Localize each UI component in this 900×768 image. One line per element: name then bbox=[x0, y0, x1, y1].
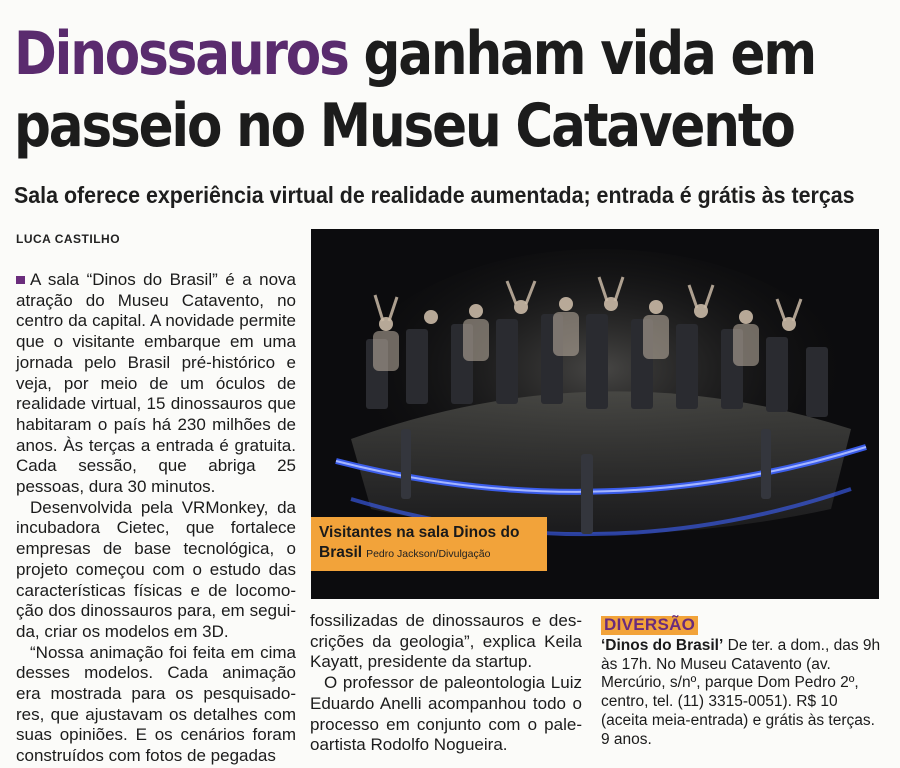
headline-line-2: passeio no Museu Catavento bbox=[14, 91, 794, 161]
paragraph-2: Desenvolvida pela VRMonkey, da incubadora Cietec, que fortalece empresas de base tecnológica, o projeto começou com o estudo das características físicas e de locomoção dos dinossauros para, em seguida, criar os modelos em 3D. bbox=[16, 497, 296, 641]
paragraph-3: “Nossa animação foi feita em cima desses modelos. Cada animação era mostrada para os pesquisadores, que ajustavam os detalhes com suas opiniões. E os cenários foram construídos com fotos de pegadas bbox=[16, 642, 296, 766]
headline-line-1-rest: ganham vida em bbox=[347, 19, 815, 89]
headline-line-1 bbox=[14, 18, 815, 90]
paragraph-1 bbox=[16, 270, 296, 498]
article-column-1 bbox=[16, 270, 296, 767]
headline bbox=[14, 18, 815, 162]
paragraph-1-text: A sala “Dinos do Brasil” é a nova atração do Museu Catavento, no centro da capital. A novidade permite que o visitante embarque em uma jornada pelo Brasil pré-histórico e veja, por meio de um óculos de realidade virtual, 15 dinossauros que habitaram o país há 230 milhões de anos. Às terças a entrada é gratuita. Cada sessão, que abriga 25 pessoas, dura 30 minutos. bbox=[16, 270, 296, 497]
photo-caption-text: Visitantes na sala Dinos do Brasil bbox=[319, 524, 520, 561]
bullet-square-icon bbox=[16, 276, 25, 284]
paragraph-4: fossilizadas de dinossauros e descrições da geologia”, explica Keila Kayatt, presidente da startup. bbox=[310, 611, 582, 672]
photo-credit: Pedro Jackson/Divulgação bbox=[366, 548, 491, 560]
info-title: ‘Dinos do Brasil’ bbox=[601, 636, 724, 654]
info-text: De ter. a dom., das 9h às 17h. No Museu Catavento (av. Mercúrio, s/nº, parque Dom Pedro 2º, centro, tel. (11) 3315-0051). R$ 10 (aceita meia-entrada) e grátis às terças. 9 anos. bbox=[601, 636, 881, 748]
info-body bbox=[601, 637, 881, 750]
paragraph-5: O professor de paleontologia Luiz Eduardo Anelli acompanhou todo o processo em conjunto com o paleoartista Rodolfo Nogueira. bbox=[310, 673, 582, 755]
subheadline: Sala oferece experiência virtual de realidade aumentada; entrada é grátis às terças bbox=[14, 182, 855, 208]
info-kicker: DIVERSÃO bbox=[601, 616, 698, 635]
headline-highlight: Dinossauros bbox=[14, 19, 348, 89]
photo-caption-box bbox=[311, 517, 547, 571]
info-box bbox=[601, 616, 881, 750]
photo-caption bbox=[319, 523, 539, 564]
byline: LUCA CASTILHO bbox=[16, 232, 121, 246]
article-column-2 bbox=[310, 611, 582, 756]
